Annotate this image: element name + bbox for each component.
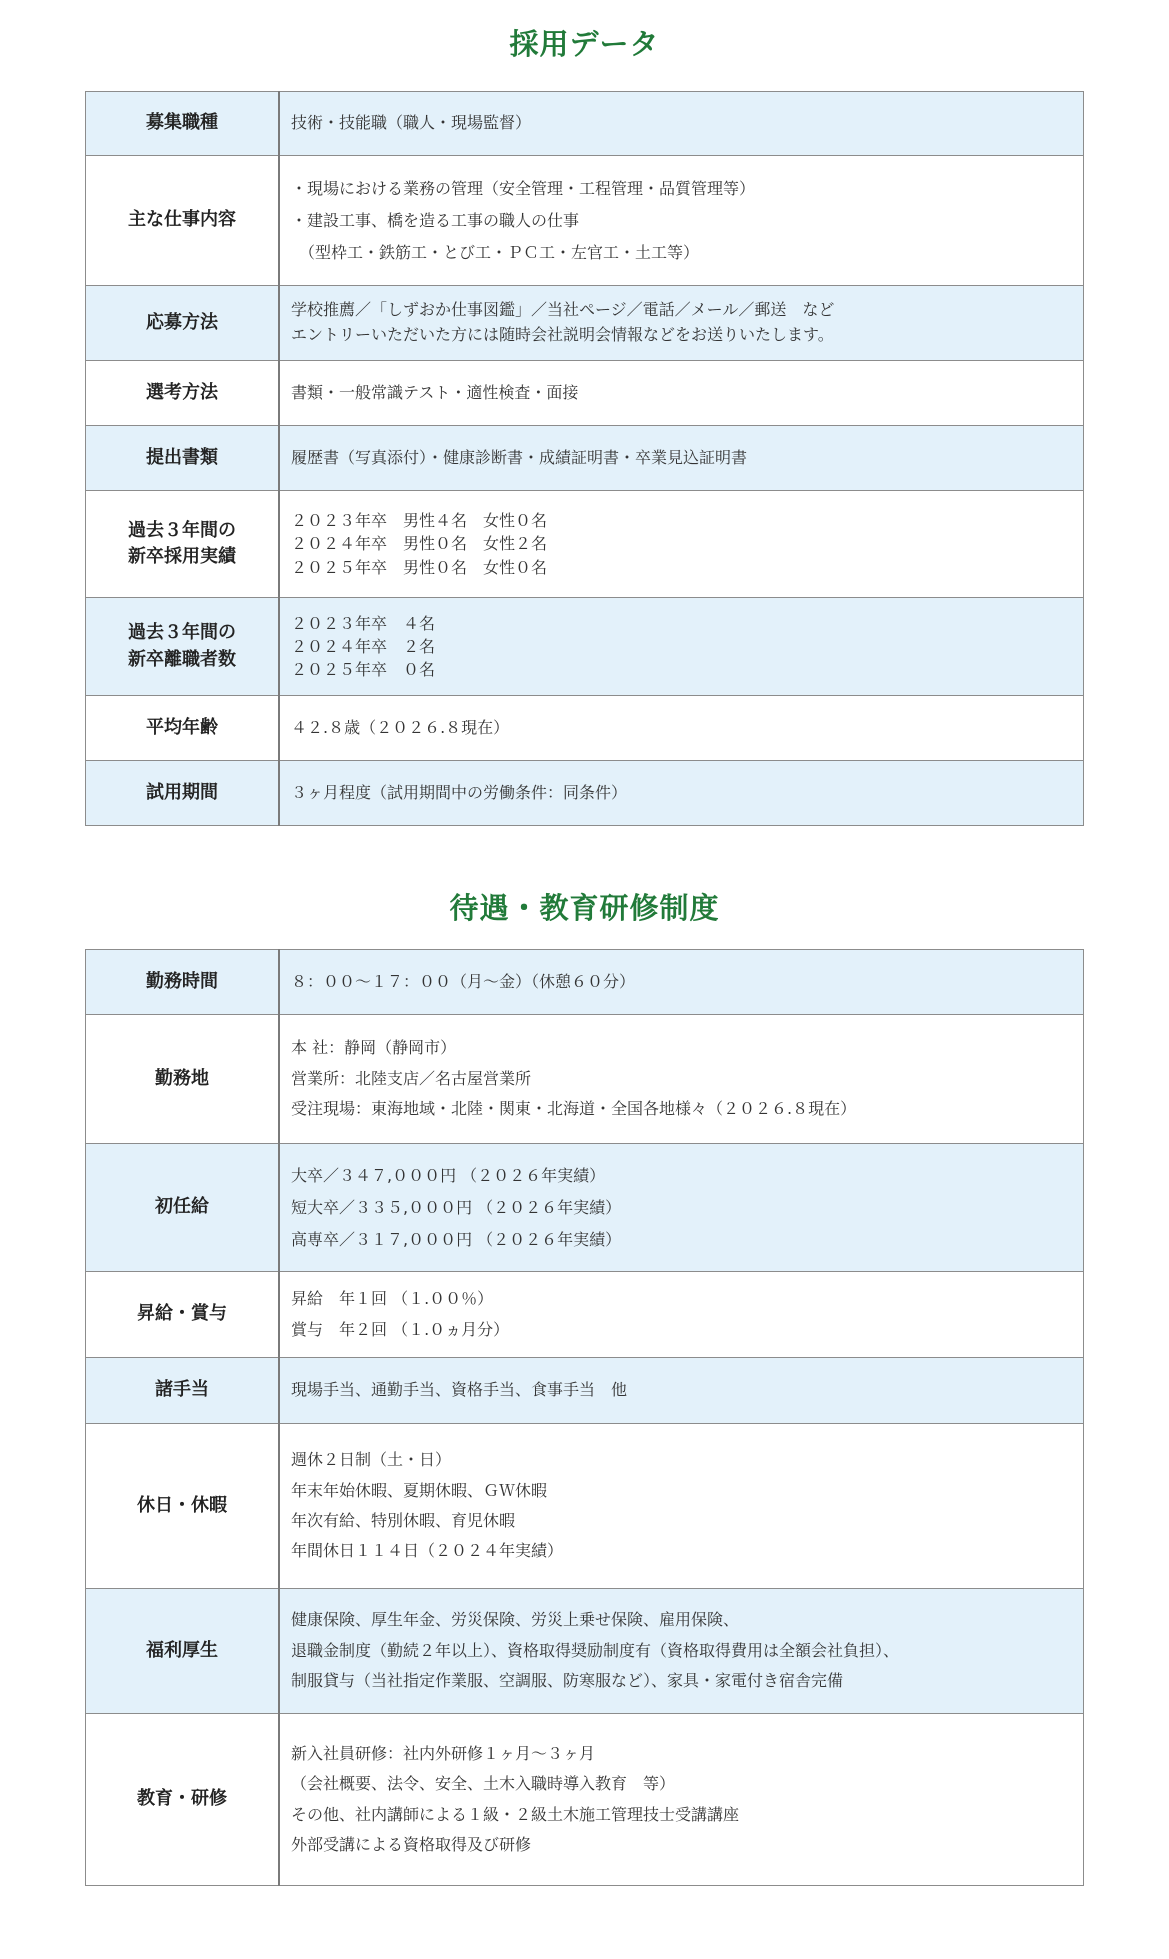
row-value: ・現場における業務の管理（安全管理・工程管理・品質管理等） ・建設工事、橋を造る工事の職人の仕事 （型枠工・鉄筋工・とび工・ＰＣ工・左官工・土工等）: [279, 156, 1084, 286]
row-value: ８：００～１７：００（月～金）（休憩６０分）: [279, 950, 1084, 1015]
row-value: 技術・技能職（職人・現場監督）: [279, 92, 1084, 156]
row-value: 学校推薦／「しずおか仕事図鑑」／当社ページ／電話／メール／郵送 など エントリーいただいた方には随時会社説明会情報などをお送りいたします。: [279, 286, 1084, 361]
row-label: 試用期間: [86, 761, 280, 826]
row-label: 初任給: [86, 1144, 280, 1272]
row-value: 現場手当、通勤手当、資格手当、食事手当 他: [279, 1358, 1084, 1424]
row-education-training: [86, 1714, 1084, 1886]
benefits-training-table: [85, 949, 1084, 1886]
row-value: 書類・一般常識テスト・適性検査・面接: [279, 361, 1084, 426]
benefits-training-title: 待遇・教育研修制度: [449, 891, 720, 925]
row-graduate-turnover: [86, 598, 1084, 696]
row-holidays: [86, 1424, 1084, 1589]
row-label: 主な仕事内容: [86, 156, 280, 286]
recruitment-data-title: 採用データ: [509, 27, 660, 61]
row-value: 新入社員研修：社内外研修１ヶ月～３ヶ月 （会社概要、法令、安全、土木入職時導入教育 等） その他、社内講師による１級・２級土木施工管理技士受講講座 外部受講による資格取得及び研修: [279, 1714, 1084, 1886]
row-label: 応募方法: [86, 286, 280, 361]
row-value: ４２.８歳（２０２６.８現在）: [279, 696, 1084, 761]
row-value: 健康保険、厚生年金、労災保険、労災上乗せ保険、雇用保険、 退職金制度（勤続２年以上）、資格取得奨励制度有（資格取得費用は全額会社負担）、 制服貸与（当社指定作業服、空調服、防寒服など）、家具・家電付き宿舎完備: [279, 1589, 1084, 1714]
row-working-hours: [86, 950, 1084, 1015]
row-label: 募集職種: [86, 92, 280, 156]
row-value: ２０２３年卒 ４名 ２０２４年卒 ２名 ２０２５年卒 ０名: [279, 598, 1084, 696]
row-probation-period: [86, 761, 1084, 826]
row-average-age: [86, 696, 1084, 761]
recruitment-data-table: [85, 91, 1084, 826]
row-recruit-position: [86, 92, 1084, 156]
row-selection-method: [86, 361, 1084, 426]
row-label: 過去３年間の 新卒離職者数: [86, 598, 280, 696]
row-label: 勤務地: [86, 1015, 280, 1144]
row-welfare: [86, 1589, 1084, 1714]
row-job-description: [86, 156, 1084, 286]
row-raise-bonus: [86, 1272, 1084, 1358]
row-starting-salary: [86, 1144, 1084, 1272]
row-value: 履歴書（写真添付）・健康診断書・成績証明書・卒業見込証明書: [279, 426, 1084, 491]
row-label: 平均年齢: [86, 696, 280, 761]
row-label: 勤務時間: [86, 950, 280, 1015]
row-label: 昇給・賞与: [86, 1272, 280, 1358]
row-value: 大卒／３４７,０００円 （２０２６年実績） 短大卒／３３５,０００円 （２０２６年実績） 高専卒／３１７,０００円 （２０２６年実績）: [279, 1144, 1084, 1272]
row-value: ２０２３年卒 男性４名 女性０名 ２０２４年卒 男性０名 女性２名 ２０２５年卒 男性０名 女性０名: [279, 491, 1084, 598]
row-required-documents: [86, 426, 1084, 491]
row-label: 教育・研修: [86, 1714, 280, 1886]
row-value: 本 社：静岡（静岡市） 営業所：北陸支店／名古屋営業所 受注現場：東海地域・北陸・関東・北海道・全国各地様々（２０２６.８現在）: [279, 1015, 1084, 1144]
row-application-method: [86, 286, 1084, 361]
row-graduate-hires: [86, 491, 1084, 598]
row-label: 選考方法: [86, 361, 280, 426]
row-value: ３ヶ月程度（試用期間中の労働条件：同条件）: [279, 761, 1084, 826]
row-allowances: [86, 1358, 1084, 1424]
row-value: 週休２日制（土・日） 年末年始休暇、夏期休暇、ＧＷ休暇 年次有給、特別休暇、育児休暇 年間休日１１４日（２０２４年実績）: [279, 1424, 1084, 1589]
row-label: 過去３年間の 新卒採用実績: [86, 491, 280, 598]
row-work-location: [86, 1015, 1084, 1144]
row-label: 休日・休暇: [86, 1424, 280, 1589]
row-label: 福利厚生: [86, 1589, 280, 1714]
row-label: 諸手当: [86, 1358, 280, 1424]
row-label: 提出書類: [86, 426, 280, 491]
row-value: 昇給 年１回 （１.００％） 賞与 年２回 （１.０ヵ月分）: [279, 1272, 1084, 1358]
